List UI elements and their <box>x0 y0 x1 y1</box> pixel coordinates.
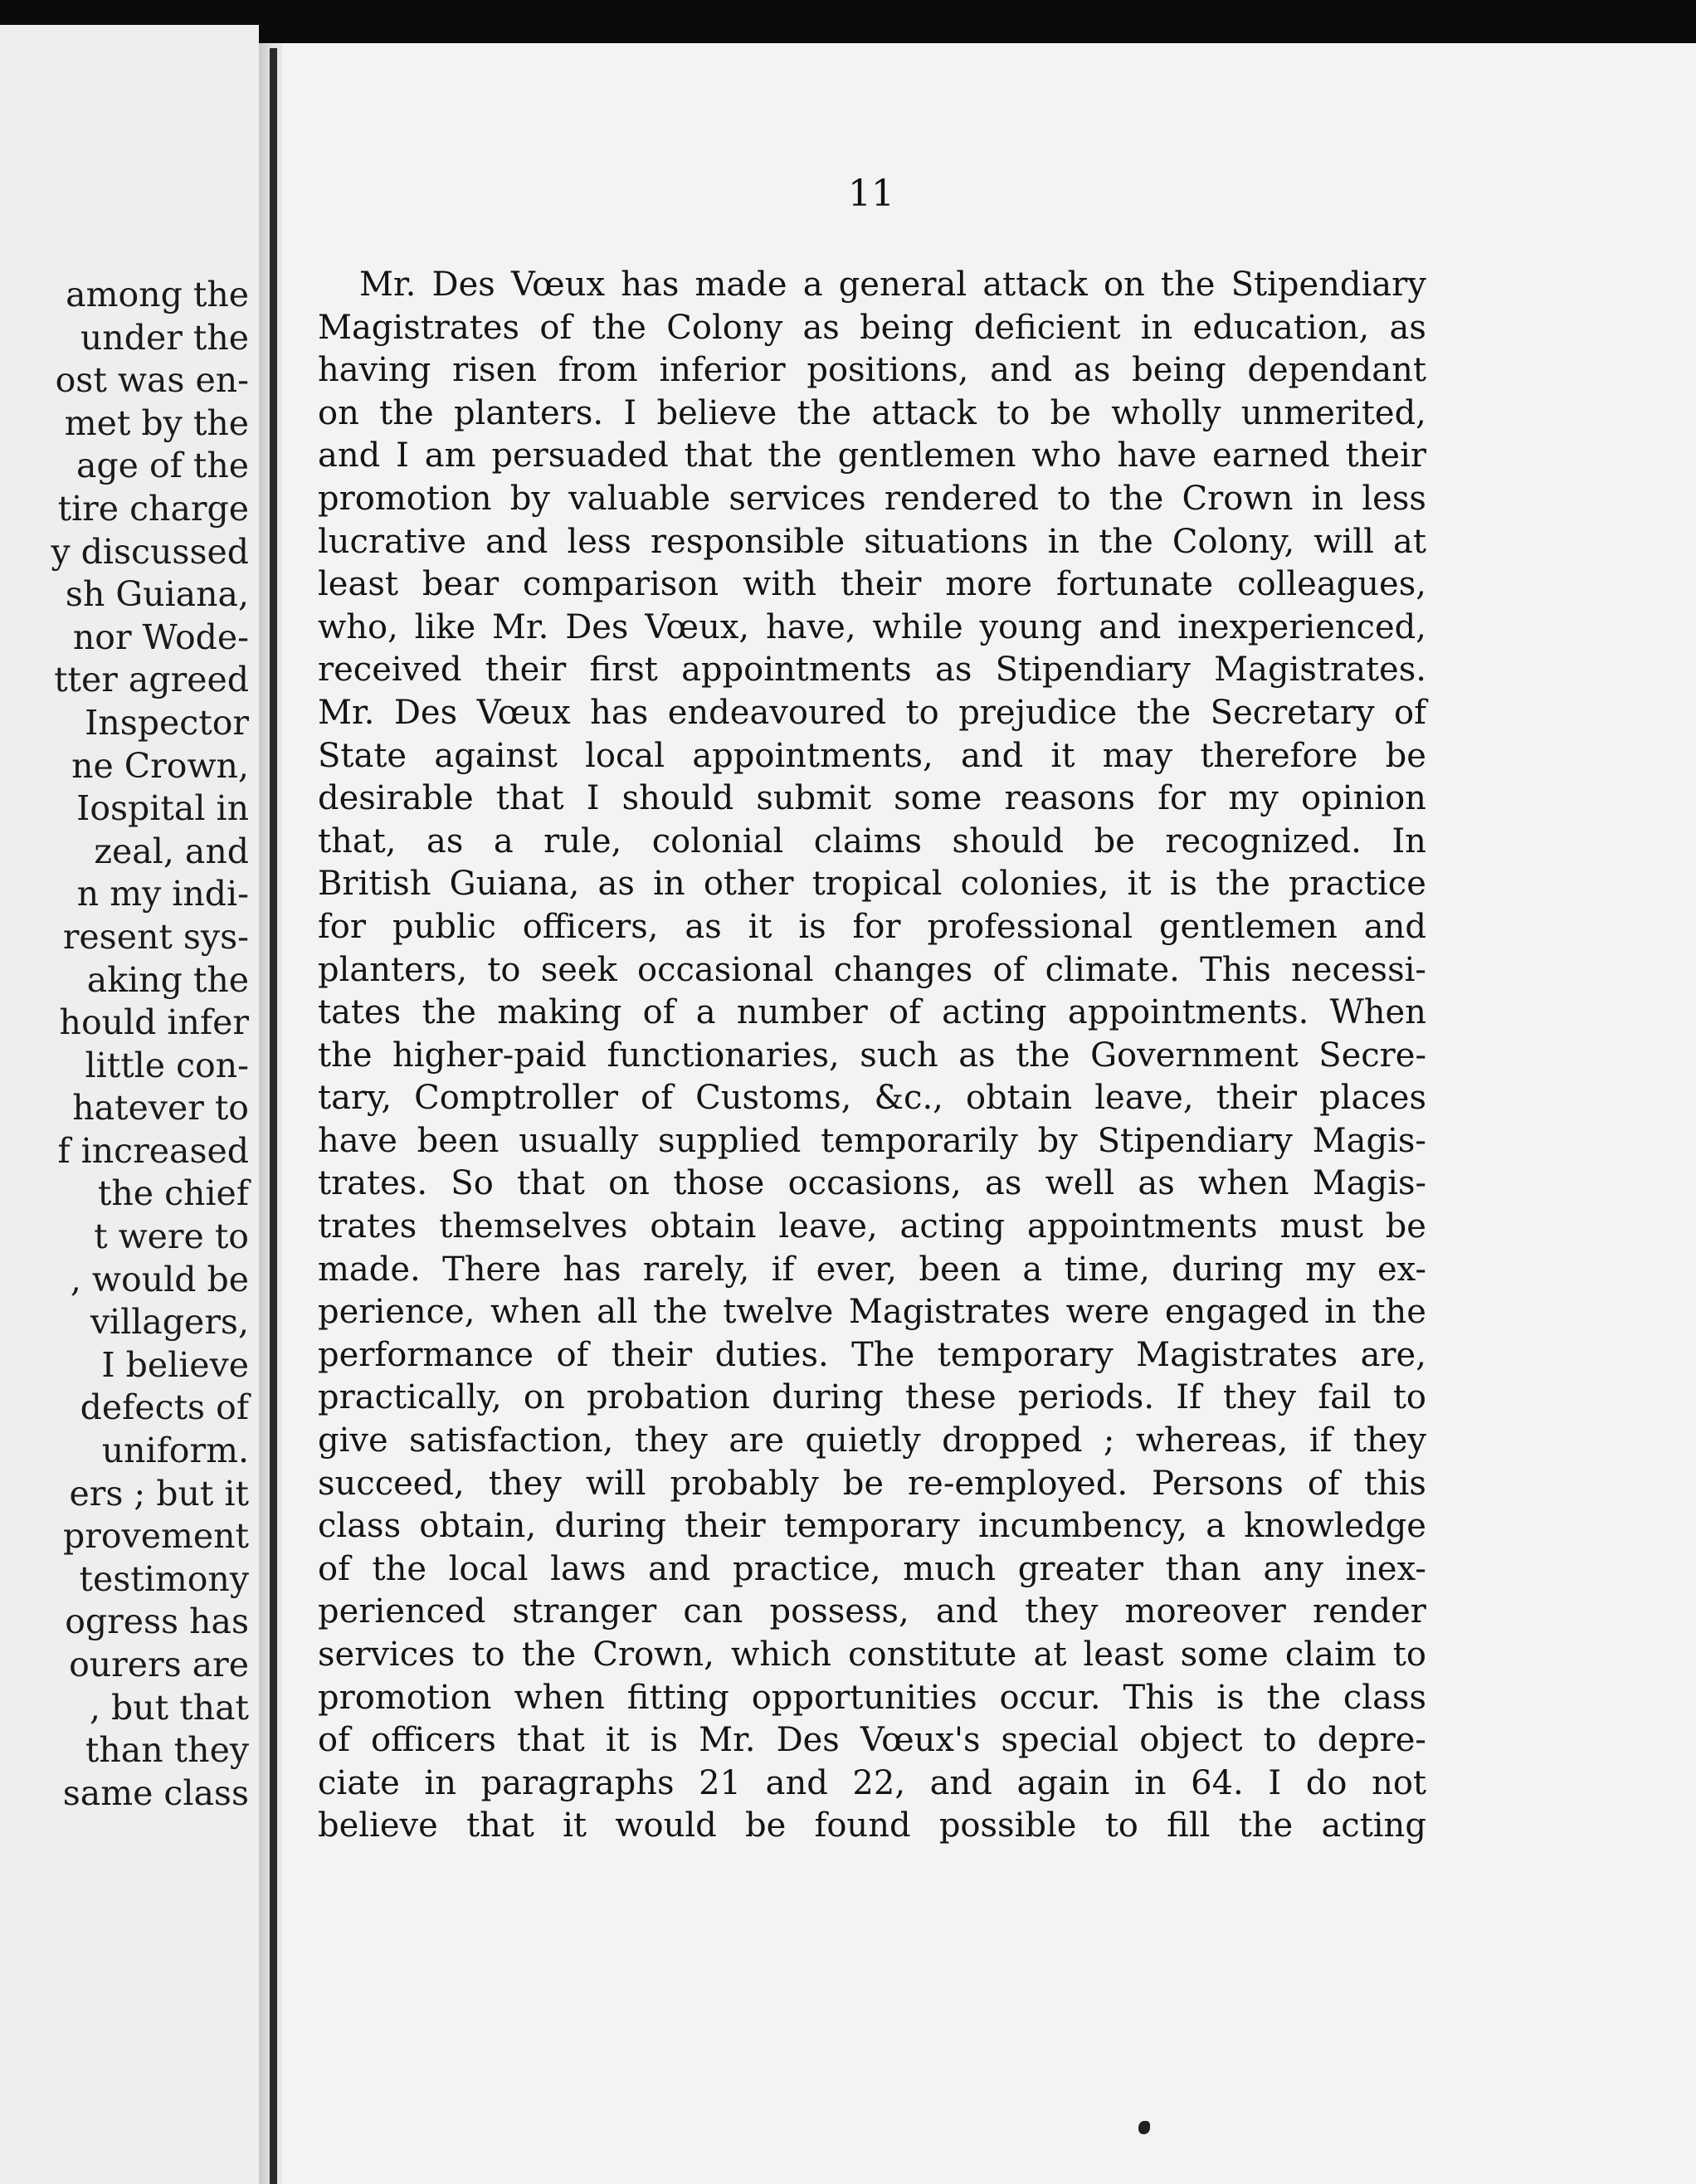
left-page-line: n my indi- <box>76 874 249 914</box>
left-page-line: villagers, <box>90 1302 249 1343</box>
text-line: trates themselves obtain leave, acting appointments must be <box>318 1207 1426 1246</box>
text-line: received their first appointments as Stipendiary Magistrates. <box>318 651 1426 690</box>
text-line: who, like Mr. Des Vœux, have, while young and inexperienced, <box>318 607 1426 646</box>
left-page-line: nor Wode- <box>72 617 249 657</box>
text-line: tates the making of a number of acting appointments. When <box>318 993 1426 1032</box>
left-page-line: ers ; but it <box>69 1473 249 1514</box>
text-line: succeed, they will probably be re-employed. Persons of this <box>318 1464 1426 1503</box>
left-page-line: ne Crown, <box>71 745 249 786</box>
left-page-line: aking the <box>86 959 249 1000</box>
text-line: give satisfaction, they are quietly dropped ; whereas, if they <box>318 1421 1426 1460</box>
text-line: least bear comparison with their more fortunate colleagues, <box>318 565 1426 604</box>
text-line: State against local appointments, and it may therefore be <box>318 736 1426 775</box>
left-page-line: ourers are <box>69 1645 249 1684</box>
text-line: trates. So that on those occasions, as well as when Magis- <box>318 1164 1426 1203</box>
left-page-line: ost was en- <box>55 360 249 401</box>
text-line: and I am persuaded that the gentlemen who have earned their <box>318 436 1426 475</box>
left-page-line: sh Guiana, <box>65 574 249 615</box>
text-line: believe that it would be found possible to fill the acting <box>318 1806 1426 1845</box>
left-page-line: provement <box>63 1516 249 1557</box>
text-line: promotion when fitting opportunities occur. This is the class <box>318 1678 1426 1717</box>
left-page-line: testimony <box>79 1558 249 1599</box>
text-line: ciate in paragraphs 21 and 22, and again in 64. I do not <box>318 1763 1426 1802</box>
text-line: planters, to seek occasional changes of climate. This necessi- <box>318 950 1426 989</box>
text-line: Mr. Des Vœux has endeavoured to prejudice the Secretary of <box>318 693 1426 732</box>
left-page-line: t were to <box>94 1216 249 1257</box>
left-page-line: y discussed <box>51 531 249 572</box>
text-line: class obtain, during their temporary incumbency, a knowledge <box>318 1507 1426 1546</box>
left-page-line: little con- <box>85 1045 249 1085</box>
left-page <box>0 25 259 2184</box>
text-line: desirable that I should submit some reasons for my opinion <box>318 779 1426 818</box>
left-page-line: , would be <box>70 1259 249 1299</box>
text-line: the higher-paid functionaries, such as the Government Secre- <box>318 1036 1426 1075</box>
text-line: lucrative and less responsible situations in the Colony, will at <box>318 522 1426 561</box>
text-line: Magistrates of the Colony as being deficient in education, as <box>318 308 1426 347</box>
text-line: performance of their duties. The temporary Magistrates are, <box>318 1335 1426 1374</box>
text-line: on the planters. I believe the attack to be wholly unmerited, <box>318 393 1426 432</box>
left-page-line: tter agreed <box>54 660 249 700</box>
text-line: have been usually supplied temporarily by Stipendiary Magis- <box>318 1121 1426 1160</box>
text-line: that, as a rule, colonial claims should be recognized. In <box>318 821 1426 860</box>
left-page-line: hatever to <box>72 1088 249 1129</box>
left-page-line: hould infer <box>59 1002 249 1043</box>
text-line: of officers that it is Mr. Des Vœux's special object to depre- <box>318 1721 1426 1760</box>
left-page-line: , but that <box>89 1687 249 1728</box>
left-page-line: zeal, and <box>94 831 249 871</box>
left-page-line: I believe <box>101 1344 249 1385</box>
text-line: Mr. Des Vœux has made a general attack on the Stipendiary <box>359 266 1426 304</box>
left-page-line: met by the <box>64 402 249 443</box>
left-page-line: Inspector <box>85 702 249 743</box>
text-line: tary, Comptroller of Customs, &c., obtain leave, their places <box>318 1079 1426 1118</box>
left-page-line: under the <box>80 317 249 358</box>
ink-mark <box>1138 2121 1150 2134</box>
left-page-line: tire charge <box>57 488 249 529</box>
text-line: for public officers, as it is for professional gentlemen and <box>318 907 1426 946</box>
text-line: having risen from inferior positions, and as being dependant <box>318 351 1426 390</box>
left-page-line: defects of <box>80 1387 249 1428</box>
left-page-line: Iospital in <box>76 788 249 829</box>
left-page-line: among the <box>66 275 249 314</box>
page-number: 11 <box>848 173 894 215</box>
page-body-text <box>318 264 1426 1848</box>
left-page-line: f increased <box>57 1130 249 1171</box>
left-page-line: age of the <box>76 446 249 486</box>
text-line: services to the Crown, which constitute at least some claim to <box>318 1636 1426 1674</box>
text-line: British Guiana, as in other tropical colonies, it is the practice <box>318 865 1426 904</box>
gutter-shadow-line <box>270 48 277 2184</box>
left-page-line: ogress has <box>65 1601 249 1642</box>
left-page-line: uniform. <box>101 1431 249 1471</box>
text-line: promotion by valuable services rendered to the Crown in less <box>318 479 1426 518</box>
text-line: practically, on probation during these periods. If they fail to <box>318 1378 1426 1417</box>
text-line: of the local laws and practice, much greater than any inex- <box>318 1549 1426 1588</box>
left-page-line: same class <box>62 1772 249 1813</box>
text-line: perience, when all the twelve Magistrates were engaged in the <box>318 1293 1426 1332</box>
left-page-line: the chief <box>97 1173 249 1214</box>
text-line: made. There has rarely, if ever, been a time, during my ex- <box>318 1250 1426 1289</box>
left-page-line: resent sys- <box>62 916 249 957</box>
left-page-text <box>0 274 249 1815</box>
text-line: perienced stranger can possess, and they moreover render <box>318 1592 1426 1631</box>
left-page-line: than they <box>85 1730 249 1771</box>
